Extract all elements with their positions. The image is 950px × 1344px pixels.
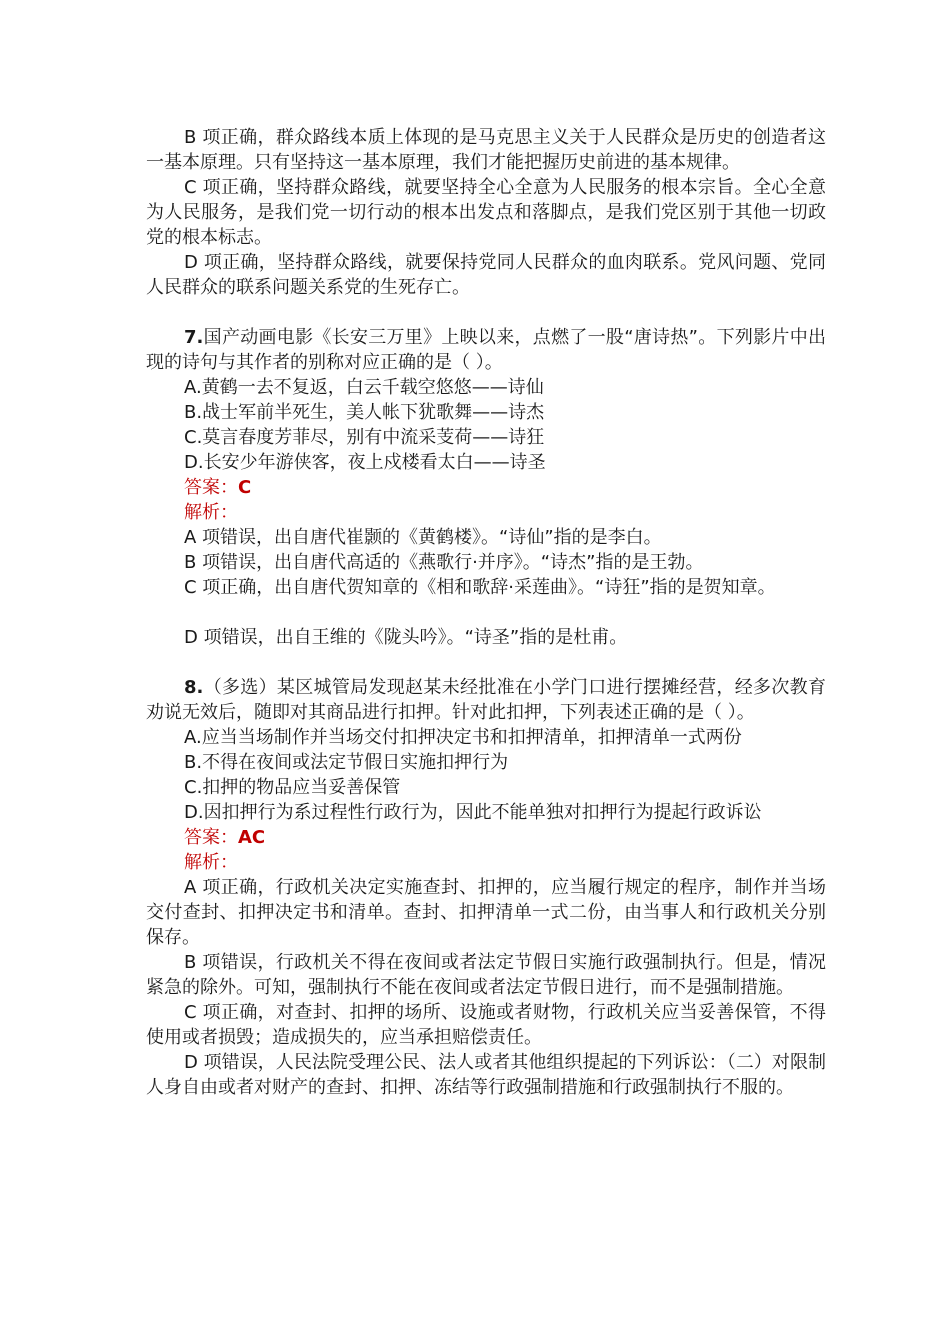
q6-analysis-d: D 项正确，坚持群众路线，就要保持党同人民群众的血肉联系。党风问题、党同人民群众的联系问题关系党的生死存亡。 [146,252,826,298]
q8-option-c: C.扣押的物品应当妥善保管 [184,777,401,798]
q7-answer [146,475,826,500]
q7-analysis-d: D 项错误，出自王维的《陇头吟》。“诗圣”指的是杜甫。 [184,627,628,648]
q8-answer [146,825,826,850]
q7-option-b: B.战士军前半死生，美人帐下犹歌舞——诗杰 [184,402,545,423]
q8-option-b: B.不得在夜间或法定节假日实施扣押行为 [184,752,509,773]
q7-option-c: C.莫言春度芳菲尽，别有中流采芰荷——诗狂 [184,427,545,448]
q6-analysis-b: B 项正确，群众路线本质上体现的是马克思主义关于人民群众是历史的创造者这一基本原理。只有坚持这一基本原理，我们才能把握历史前进的基本规律。 [146,127,826,173]
spacer [146,600,826,625]
q8-answer-value: AC [238,827,266,848]
spacer [146,650,826,675]
q8-number: 8. [184,677,204,698]
q8-answer-label: 答案： [184,827,238,848]
q8-stem [146,675,826,725]
q8-option-d: D.因扣押行为系过程性行政行为，因此不能单独对扣押行为提起行政诉讼 [184,802,762,823]
q7-stem [146,325,826,375]
q6-analysis-c: C 项正确，坚持群众路线，就要坚持全心全意为人民服务的根本宗旨。全心全意为人民服务，是我们党一切行动的根本出发点和落脚点，是我们党区别于其他一切政党的根本标志。 [146,177,826,248]
q8-analysis-a: A 项正确，行政机关决定实施查封、扣押的，应当履行规定的程序，制作并当场交付查封、扣押决定书和清单。查封、扣押清单一式二份，由当事人和行政机关分别保存。 [146,877,826,948]
q8-analysis-b: B 项错误，行政机关不得在夜间或者法定节假日实施行政强制执行。但是，情况紧急的除外。可知，强制执行不能在夜间或者法定节假日进行，而不是强制措施。 [146,952,826,998]
q7-analysis-b: B 项错误，出自唐代高适的《燕歌行·并序》。“诗杰”指的是王勃。 [184,552,704,573]
q7-answer-label: 答案： [184,477,238,498]
q8-stem-text: （多选）某区城管局发现赵某未经批准在小学门口进行摆摊经营，经多次教育劝说无效后，随即对其商品进行扣押。针对此扣押，下列表述正确的是（ ）。 [146,677,826,723]
q7-analysis-a: A 项错误，出自唐代崔颢的《黄鹤楼》。“诗仙”指的是李白。 [184,527,662,548]
q8-analysis-label: 解析： [184,852,238,873]
q7-answer-value: C [238,477,252,498]
q7-analysis-c: C 项正确，出自唐代贺知章的《相和歌辞·采莲曲》。“诗狂”指的是贺知章。 [184,577,776,598]
q8-analysis-c: C 项正确，对查封、扣押的场所、设施或者财物，行政机关应当妥善保管，不得使用或者损毁；造成损失的，应当承担赔偿责任。 [146,1002,826,1048]
document-page [146,125,826,1100]
q7-analysis-label: 解析： [184,502,238,523]
q7-number: 7. [184,327,204,348]
q7-option-a: A.黄鹤一去不复返，白云千载空悠悠——诗仙 [184,377,544,398]
spacer [146,300,826,325]
q7-option-d: D.长安少年游侠客，夜上戍楼看太白——诗圣 [184,452,546,473]
q8-option-a: A.应当当场制作并当场交付扣押决定书和扣押清单，扣押清单一式两份 [184,727,742,748]
q7-stem-text: 国产动画电影《长安三万里》上映以来，点燃了一股“唐诗热”。下列影片中出现的诗句与其作者的别称对应正确的是（ ）。 [146,327,826,373]
q8-analysis-d: D 项错误，人民法院受理公民、法人或者其他组织提起的下列诉讼：（二）对限制人身自由或者对财产的查封、扣押、冻结等行政强制措施和行政强制执行不服的。 [146,1052,826,1098]
